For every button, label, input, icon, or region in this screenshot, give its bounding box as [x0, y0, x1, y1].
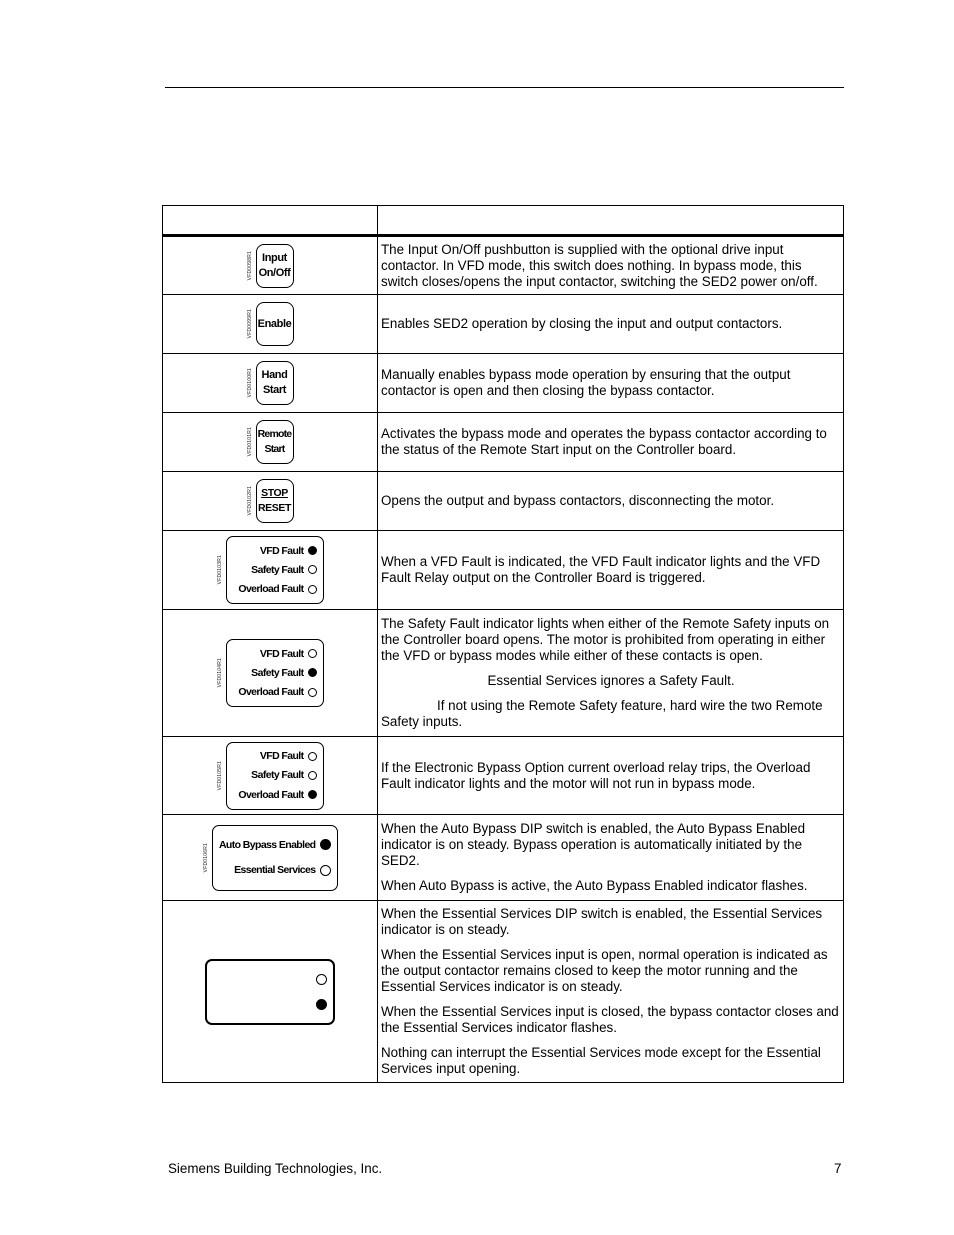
header-cell-description: [378, 206, 844, 236]
control-graphic-cell: [163, 901, 378, 1083]
note-text: If not using the Remote Safety feature, hard wire the two Remote Safety inputs.: [381, 698, 823, 729]
indicator-led: [308, 752, 317, 761]
table-row: [163, 737, 844, 815]
footer-page-number: 7: [834, 1161, 842, 1176]
indicator-led: [308, 649, 317, 658]
fault-indicator-panel: [226, 536, 324, 604]
header-rule: [165, 87, 844, 88]
note-text: Essential Services ignores a Safety Fault.: [487, 673, 735, 688]
fault-indicator-panel: [226, 742, 324, 810]
description-text: Activates the bypass mode and operates the bypass contactor according to the status of the Remote Start input on the Controller board.: [381, 426, 827, 457]
footer-company: Siemens Building Technologies, Inc.: [168, 1161, 383, 1176]
description-text: When the Essential Services DIP switch is enabled, the Essential Services indicator is on steady.: [381, 906, 823, 937]
description-text: When the Auto Bypass DIP switch is enabled, the Auto Bypass Enabled indicator is on steady. Bypass operation is automatically initiated by the SED2.: [381, 821, 806, 868]
controls-table: [162, 205, 844, 1083]
indicator-led: [308, 565, 317, 574]
indicator-vfd-fault: VFD Fault: [260, 644, 317, 663]
figure-code: VFD0106R1: [202, 842, 209, 873]
table-row: [163, 295, 844, 354]
stop-reset-button: [256, 479, 294, 523]
fault-indicator-panel: [226, 639, 324, 707]
figure-code: VFD0101R1: [246, 427, 253, 457]
control-graphic-cell: [163, 610, 378, 737]
header-cell-control: [163, 206, 378, 236]
hand-start-button: [256, 361, 294, 405]
control-graphic-cell: [163, 295, 378, 354]
control-graphic-cell: [163, 531, 378, 610]
essential-services-indicator-panel: [205, 959, 335, 1025]
table-row: [163, 610, 844, 737]
table-row: [163, 901, 844, 1083]
indicator-led: [308, 585, 317, 594]
control-graphic-cell: [163, 472, 378, 531]
indicator-safety-fault: Safety Fault: [251, 560, 316, 579]
table-row: [163, 472, 844, 531]
description-text: Enables SED2 operation by closing the input and output contactors.: [381, 316, 783, 331]
button-label-line: RESET: [257, 502, 291, 514]
figure-code: VFD0103R1: [216, 555, 223, 585]
description-text: Opens the output and bypass contactors, disconnecting the motor.: [381, 493, 775, 508]
description-text: Manually enables bypass mode operation by ensuring that the output contactor is open and then closing the bypass contactor.: [381, 367, 791, 398]
description-cell: [378, 610, 844, 737]
indicator-row: [312, 994, 327, 1015]
description-cell: [378, 815, 844, 901]
table-row: [163, 236, 844, 295]
description-text: If the Electronic Bypass Option current overload relay trips, the Overload Fault indicator lights and the motor will not run in bypass mode.: [381, 759, 811, 791]
indicator-vfd-fault: VFD Fault: [260, 747, 317, 766]
description-cell: [378, 472, 844, 531]
table-row: [163, 531, 844, 610]
figure-code: VFD0104R1: [216, 658, 223, 688]
indicator-row: [312, 969, 327, 990]
indicator-led: [308, 790, 317, 799]
figure-code: VFD0099R1: [246, 309, 253, 339]
button-label-line: Remote: [257, 428, 292, 440]
indicator-safety-fault: Safety Fault: [251, 663, 316, 682]
button-label-line: Hand: [261, 369, 288, 381]
control-graphic-cell: [163, 815, 378, 901]
figure-code: VFD0105R1: [216, 760, 223, 791]
figure-code: VFD0102R1: [246, 486, 253, 516]
indicator-led: [320, 865, 331, 876]
description-text: When a VFD Fault is indicated, the VFD Fault indicator lights and the VFD Fault Relay output on the Controller Board is triggered.: [381, 554, 821, 585]
indicator-vfd-fault: VFD Fault: [260, 541, 317, 560]
indicator-essential-services: Essential Services: [234, 860, 330, 881]
description-text: The Safety Fault indicator lights when either of the Remote Safety inputs on the Controller board opens. The motor is prohibited from operating in either the VFD or bypass modes while either of these contacts is open.: [381, 616, 830, 663]
description-text: When the Essential Services input is closed, the bypass contactor closes and the Essential Services indicator flashes.: [381, 1004, 839, 1035]
indicator-safety-fault: Safety Fault: [251, 766, 316, 785]
control-graphic-cell: [163, 737, 378, 815]
button-label-line: Start: [262, 384, 287, 396]
description-cell: [378, 531, 844, 610]
indicator-auto-bypass-enabled: Auto Bypass Enabled: [219, 834, 331, 855]
indicator-led: [308, 688, 317, 697]
description-cell: [378, 236, 844, 295]
indicator-led: [308, 668, 317, 677]
control-graphic-cell: [163, 236, 378, 295]
bypass-indicator-panel: [212, 825, 338, 891]
description-text: The Input On/Off pushbutton is supplied with the optional drive input contactor. In VFD mode, this switch does nothing. In bypass mode, this switch closes/opens the input contactor, switching the SED2 power on/off.: [381, 241, 818, 289]
control-graphic-cell: [163, 354, 378, 413]
table-row: [163, 815, 844, 901]
button-label-line: On/Off: [258, 266, 291, 279]
description-text: Nothing can interrupt the Essential Services mode except for the Essential Services input opening.: [381, 1045, 821, 1076]
description-cell: [378, 354, 844, 413]
indicator-led: [316, 974, 327, 985]
input-on-off-button: [256, 244, 294, 288]
table-header-row: [163, 206, 844, 236]
figure-code: VFD0100R1: [246, 368, 253, 398]
description-text: When Auto Bypass is active, the Auto Bypass Enabled indicator flashes.: [381, 878, 808, 893]
indicator-overload-fault: Overload Fault: [238, 683, 316, 702]
description-cell: [378, 737, 844, 815]
description-cell: [378, 901, 844, 1083]
indicator-overload-fault: Overload Fault: [238, 785, 316, 804]
button-label-line: Input: [262, 251, 287, 264]
table-row: [163, 413, 844, 472]
indicator-led: [308, 771, 317, 780]
indicator-led: [320, 839, 331, 850]
enable-button: [256, 302, 294, 346]
figure-code: VFD0098R1: [246, 250, 253, 281]
indicator-led: [308, 546, 317, 555]
button-label-line: Start: [264, 443, 285, 455]
description-cell: [378, 295, 844, 354]
remote-start-button: [256, 420, 294, 464]
button-label-line: Enable: [257, 317, 292, 330]
description-text: When the Essential Services input is open, normal operation is indicated as the output contactor remains closed to keep the motor running and the Essential Services indicator is on steady.: [381, 947, 828, 994]
button-label-line: STOP: [261, 487, 288, 499]
control-graphic-cell: [163, 413, 378, 472]
description-cell: [378, 413, 844, 472]
indicator-overload-fault: Overload Fault: [238, 580, 316, 599]
indicator-led: [316, 999, 327, 1010]
table-row: [163, 354, 844, 413]
